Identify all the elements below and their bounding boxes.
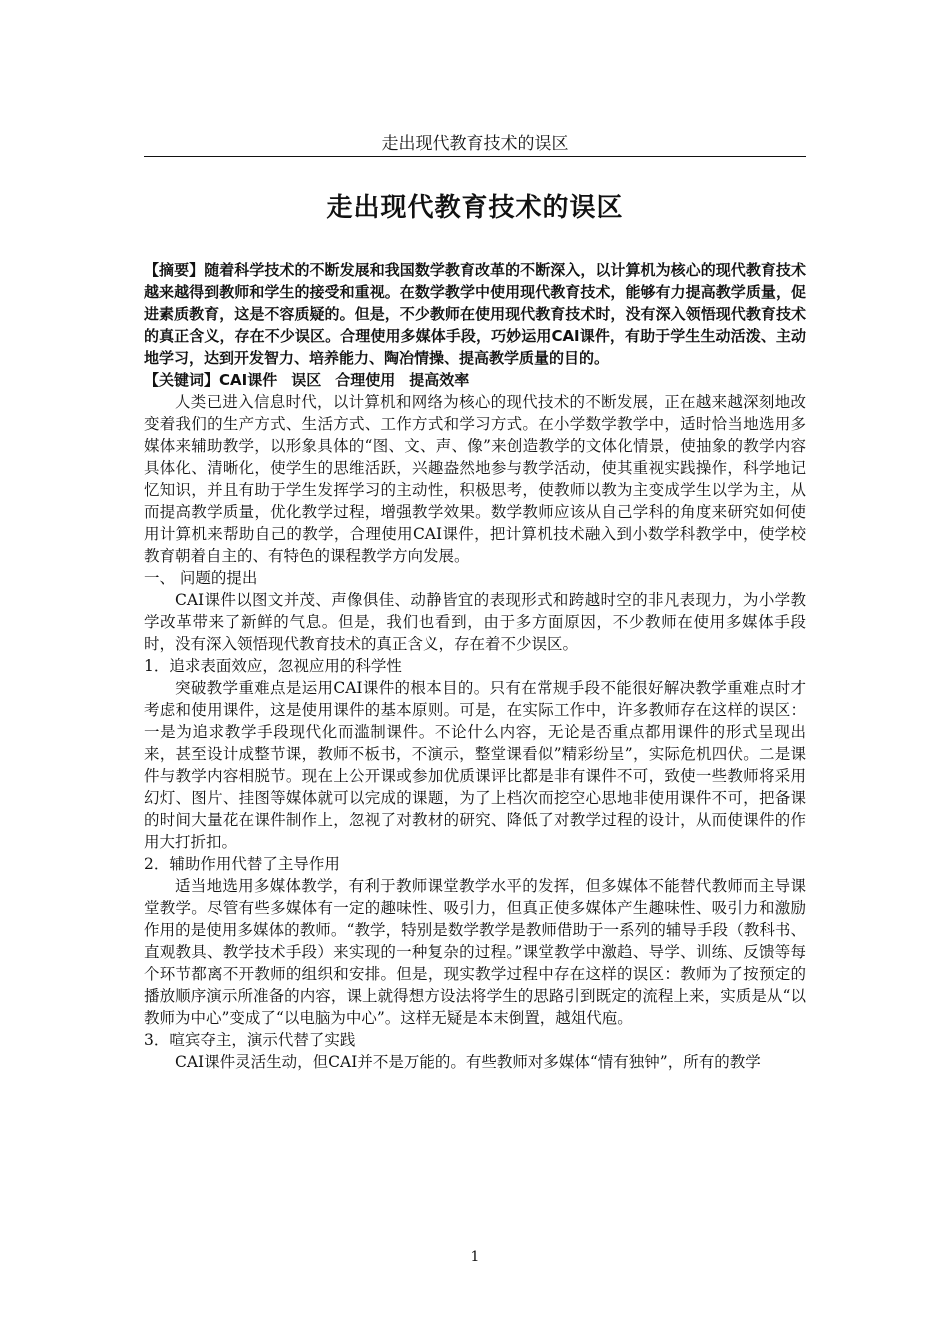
abstract-text: 随着科学技术的不断发展和我国数学教育改革的不断深入，以计算机为核心的现代教育技术越来越得到教师和学生的接受和重视。在数学教学中使用现代教育技术，能够有力提高教学质量，促进素质教育，这是不容质疑的。但是，不少教师在使用现代教育技术时，没有深入领悟现代教育技术的真正含义，存在不少误区。合理使用多媒体手段，巧妙运用CAI课件，有助于学生生动活泼、主动地学习，达到开发智力、培养能力、陶冶情操、提高教学质量的目的。 [144, 261, 806, 367]
keyword-item: CAI课件 [219, 371, 278, 389]
point-paragraph: 适当地选用多媒体教学，有利于教师课堂教学水平的发挥，但多媒体不能替代教师而主导课堂教学。尽管有些多媒体有一定的趣味性、吸引力，但真正使多媒体产生趣味性、吸引力和激励作用的是使用多媒体的教师。“教学，特别是数学教学是教师借助于一系列的辅导手段（教科书、直观教具、教学技术手段）来实现的一种复杂的过程。”课堂教学中激趋、导学、训练、反馈等每个环节都离不开教师的组织和安排。但是，现实教学过程中存在这样的误区：教师为了按预定的播放顺序演示所准备的内容，课上就得想方设法将学生的思路引到既定的流程上来，实质是从“以教师为中心”变成了“以电脑为中心”。这样无疑是本末倒置，越俎代庖。 [144, 877, 806, 1027]
page-number: 1 [470, 1249, 480, 1265]
section-heading: 一、 问题的提出 [144, 569, 258, 587]
abstract-label: 【摘要】 [144, 261, 205, 279]
keyword-item: 误区 [291, 371, 322, 389]
keywords-label: 【关键词】 [144, 371, 220, 389]
keywords-line [144, 369, 806, 391]
keyword-item: 提高效率 [409, 371, 470, 389]
keyword-item: 合理使用 [335, 371, 396, 389]
document-body [144, 259, 806, 1073]
point-paragraph: CAI课件灵活生动，但CAI并不是万能的。有些教师对多媒体“情有独钟”，所有的教学 [175, 1053, 761, 1071]
intro-paragraph: 人类已进入信息时代，以计算机和网络为核心的现代技术的不断发展，正在越来越深刻地改变着我们的生产方式、生活方式、工作方式和学习方式。在小学数学教学中，适时恰当地选用多媒体来辅助教学，以形象具体的“图、文、声、像”来创造教学的文体化情景，使抽象的教学内容具体化、清晰化，使学生的思维活跃，兴趣盎然地参与教学活动，使其重视实践操作，科学地记忆知识，并且有助于学生发挥学习的主动性，积极思考，使教师以教为主变成学生以学为主，从而提高教学质量，优化教学过程，增强教学效果。数学教师应该从自己学科的角度来研究如何使用计算机来帮助自己的教学，合理使用CAI课件，把计算机技术融入到小数学科教学中，使学校教育朝着自主的、有特色的课程教学方向发展。 [144, 393, 806, 565]
section-paragraph: CAI课件以图文并茂、声像俱佳、动静皆宜的表现形式和跨越时空的非凡表现力，为小学教学改革带来了新鲜的气息。但是，我们也看到，由于多方面原因，不少教师在使用多媒体手段时，没有深入领悟现代教育技术的真正含义，存在着不少误区。 [144, 591, 806, 653]
point-heading: 1．追求表面效应，忽视应用的科学性 [144, 657, 402, 675]
point-heading: 3．喧宾夺主，演示代替了实践 [144, 1031, 356, 1049]
abstract-paragraph [144, 259, 806, 369]
running-header: 走出现代教育技术的误区 [381, 134, 569, 154]
header-rule [144, 156, 806, 157]
point-paragraph: 突破教学重难点是运用CAI课件的根本目的。只有在常规手段不能很好解决教学重难点时才考虑和使用课件，这是使用课件的基本原则。可是，在实际工作中，许多教师存在这样的误区：一是为追求教学手段现代化而滥制课件。不论什么内容，无论是否重点都用课件的形式呈现出来，甚至设计成整节课，教师不板书，不演示，整堂课看似”精彩纷呈”，实际危机四伏。二是课件与教学内容相脱节。现在上公开课或参加优质课评比都是非有课件不可，致使一些教师将采用幻灯、图片、挂图等媒体就可以完成的课题，为了上档次而挖空心思地非使用课件不可，把备课的时间大量花在课件制作上，忽视了对教材的研究、降低了对教学过程的设计，从而使课件的作用大打折扣。 [144, 679, 806, 851]
document-title: 走出现代教育技术的误区 [326, 193, 624, 223]
point-heading: 2．辅助作用代替了主导作用 [144, 855, 340, 873]
